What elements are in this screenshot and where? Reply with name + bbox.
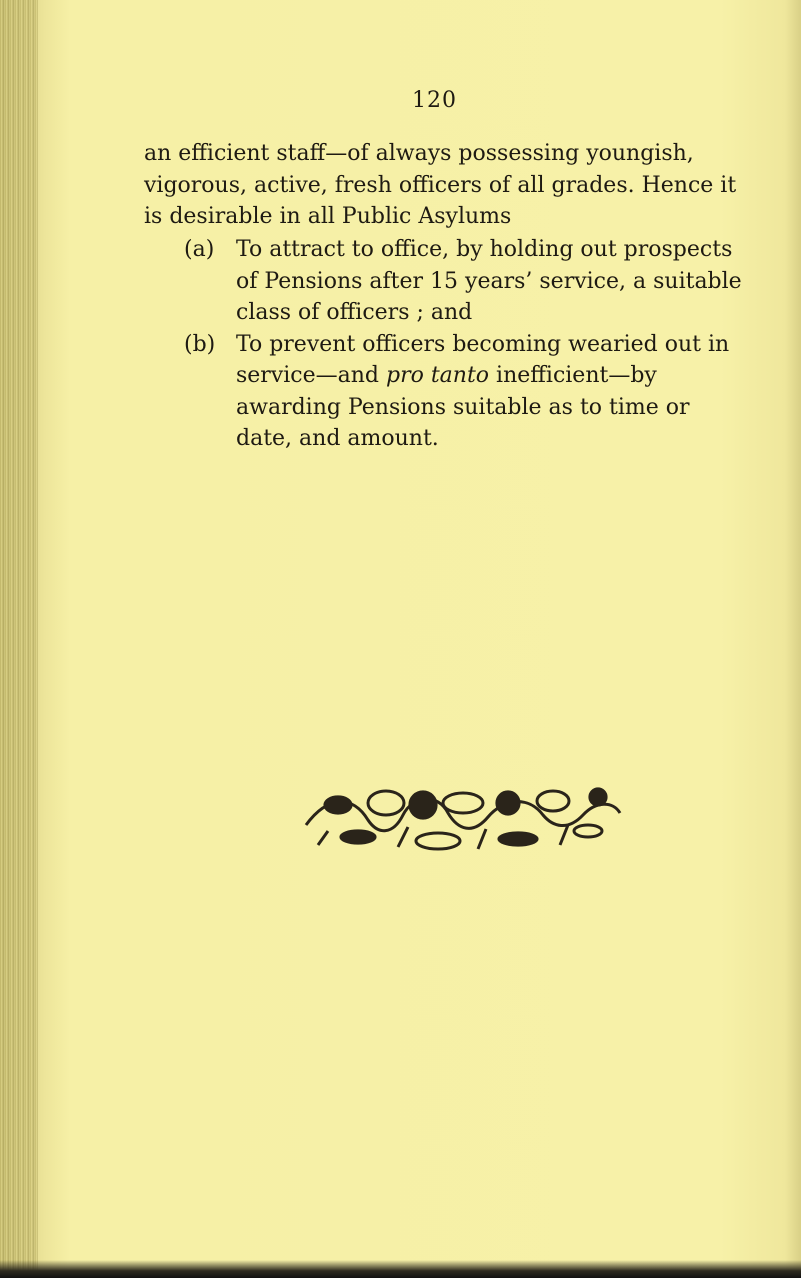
item-text-a: To attract to office, by holding out prospects of Pensions after 15 years’ service, a suitable class of officers ; and <box>236 237 742 325</box>
body-text <box>144 138 744 233</box>
list-item-b <box>184 329 744 455</box>
list-item-a <box>184 234 744 329</box>
item-marker-b: (b) <box>184 331 216 357</box>
item-text-b-before: To prevent officers becoming wearied out in service—and <box>236 331 730 388</box>
item-text-b-after: inefficient—by awarding Pensions suitable as to time or date, and amount. <box>236 363 690 451</box>
intro-paragraph: an efficient staff—of always possessing youngish, vigorous, active, fresh officers of all grades. Hence it is desirable in all Public Asylums <box>144 141 737 229</box>
bottom-shadow <box>0 1260 801 1278</box>
page-number: 120 <box>412 88 457 113</box>
list <box>184 234 744 455</box>
item-text-b-italic: pro tanto <box>386 363 490 388</box>
page-edges <box>0 0 38 1278</box>
item-marker-a: (a) <box>184 237 215 262</box>
floral-ornament-icon <box>298 765 628 855</box>
